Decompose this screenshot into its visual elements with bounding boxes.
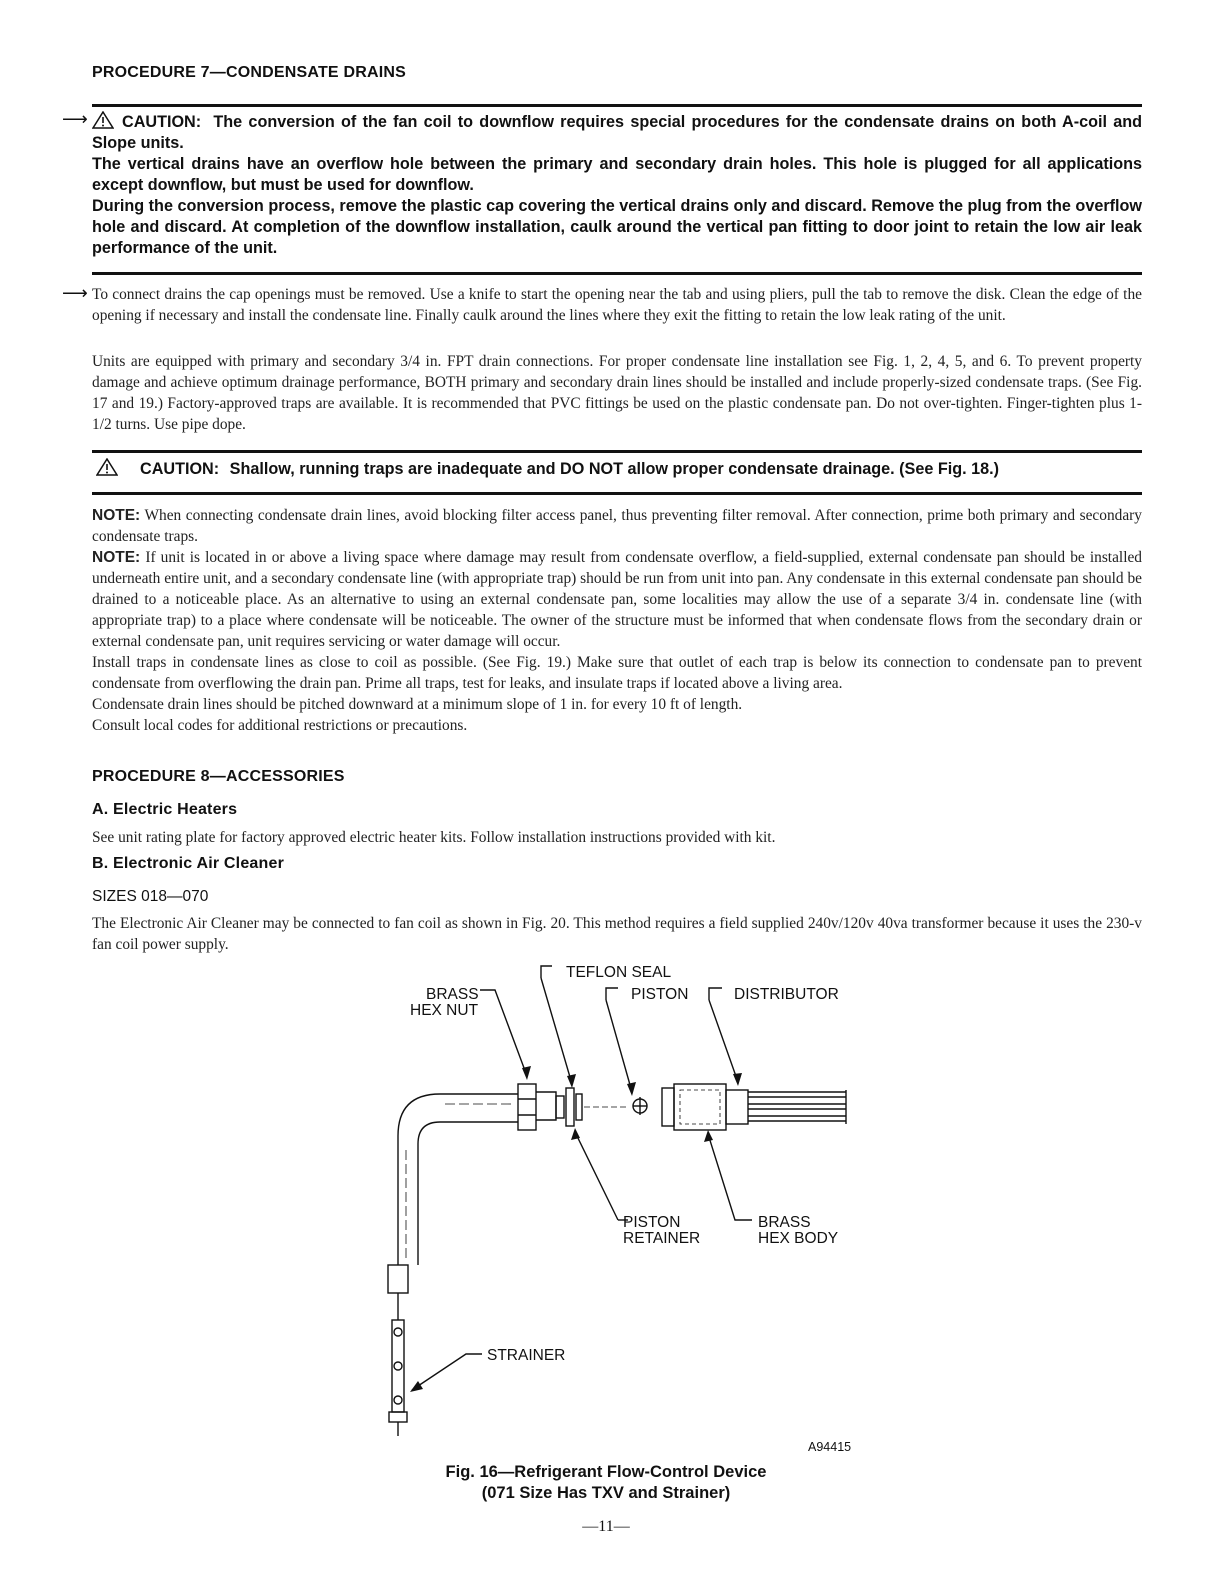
paragraph-install-traps: Install traps in condensate lines as close to coil as possible. (See Fig. 19.) Make sure that outlet of each trap is below its connection to condensate pan to prevent condensate from overflowing the drain pan. Prime all traps, test for leaks, and insulate traps if located above a living area. [92, 654, 1142, 692]
label-distributor: DISTRIBUTOR [734, 986, 839, 1003]
page-number: —11— [582, 1518, 630, 1535]
label-teflon-seal: TEFLON SEAL [566, 964, 672, 981]
paragraph-drain-connections: Units are equipped with primary and secondary 3/4 in. FPT drain connections. For proper condensate line installation see Fig. 1, 2, 4, 5, and 6. To prevent property damage and achieve optimum drainage performance, BOTH primary and secondary drain lines should be installed and include properly-sized condensate traps. (See Fig. 17 and 19.) Factory-approved traps are available. It is recommended that PVC fittings be used on the plastic condensate pan. Do not over-tighten. Finger-tighten plus 1-1/2 turns. Use pipe dope. [92, 353, 1142, 433]
caution-traps-text: Shallow, running traps are inadequate and DO NOT allow proper condensate drainage. (See Fig. 18.) [229, 460, 999, 478]
label-brass-hex-body-line2: HEX BODY [758, 1230, 839, 1247]
paragraph-pitch: Condensate drain lines should be pitched downward at a minimum slope of 1 in. for every 10 ft of length. [92, 696, 743, 713]
caution-label: CAUTION: [140, 460, 220, 478]
revision-arrow-icon: ⟶ [62, 109, 88, 130]
figure-caption-line2: (071 Size Has TXV and Strainer) [481, 1484, 731, 1502]
section-b-heading: B. Electronic Air Cleaner [92, 855, 285, 872]
procedure-7-heading: PROCEDURE 7—CONDENSATE DRAINS [92, 64, 406, 81]
sizes-label: SIZES 018—070 [92, 888, 209, 905]
procedure-8-heading: PROCEDURE 8—ACCESSORIES [92, 768, 345, 785]
section-a-heading: A. Electric Heaters [92, 801, 238, 818]
label-strainer: STRAINER [487, 1347, 566, 1364]
label-piston: PISTON [631, 986, 689, 1003]
revision-arrow-icon: ⟶ [62, 283, 88, 304]
caution-para-conversion: During the conversion process, remove the plastic cap covering the vertical drains only and discard. Remove the plug from the overflow hole and discard. At completion of the downflow installation, caulk around the vertical pan fitting to door joint to retain the low air leak performance of the unit. [92, 197, 1142, 257]
paragraph-electric-heaters: See unit rating plate for factory approved electric heater kits. Follow installation instructions provided with kit. [92, 829, 776, 846]
paragraph-connect-drains: To connect drains the cap openings must be removed. Use a knife to start the opening near the tab and using pliers, pull the tab to remove the disk. Clean the edge of the opening if necessary and install the condensate line. Finally caulk around the lines where they exit the fitting to retain the low leak rating of the unit. [92, 286, 1142, 324]
label-piston-retainer-line2: RETAINER [623, 1230, 701, 1247]
paragraph-local-codes: Consult local codes for additional restrictions or precautions. [92, 717, 468, 734]
note-external-pan: NOTE: If unit is located in or above a living space where damage may result from condensate overflow, a field-supplied, external condensate pan should be installed underneath entire unit, and a secondary condensate line (with appropriate trap) should be run from unit into pan. Any condensate in this external condensate pan should be drained to a noticeable place. As an alternative to using an external condensate pan, some localities may allow the use of a separate 3/4 in. condensate line (with appropriate trap) to a place where condensate will be noticeable. The owner of the structure must be informed that when condensate flows from the secondary drain or external condensate pan, unit requires servicing or water damage will occur. [92, 549, 1142, 650]
note-filter-access: NOTE: When connecting condensate drain lines, avoid blocking filter access panel, thus preventing filter removal. After connection, prime both primary and secondary condensate traps. [92, 507, 1142, 545]
paragraph-air-cleaner: The Electronic Air Cleaner may be connected to fan coil as shown in Fig. 20. This method requires a field supplied 240v/120v 40va transformer because it uses the 230-v fan coil power supply. [92, 915, 1142, 953]
figure-caption-line1: Fig. 16—Refrigerant Flow-Control Device [445, 1463, 767, 1481]
figure-id: A94415 [808, 1440, 852, 1454]
label-brass-hex-nut-line1: BRASS [426, 986, 479, 1003]
caution-para-overflow: The vertical drains have an overflow hole between the primary and secondary drain holes. This hole is plugged for all applications except downflow, but must be used for downflow. [92, 155, 1142, 194]
label-brass-hex-body-line1: BRASS [758, 1214, 811, 1231]
caution-label: CAUTION: [122, 113, 202, 131]
label-brass-hex-nut-line2: HEX NUT [410, 1002, 479, 1019]
label-piston-retainer-line1: PISTON [623, 1214, 681, 1231]
caution-lead-text: The conversion of the fan coil to downflow requires special procedures for the condensate drains on both A-coil and Slope units. [92, 113, 1143, 152]
